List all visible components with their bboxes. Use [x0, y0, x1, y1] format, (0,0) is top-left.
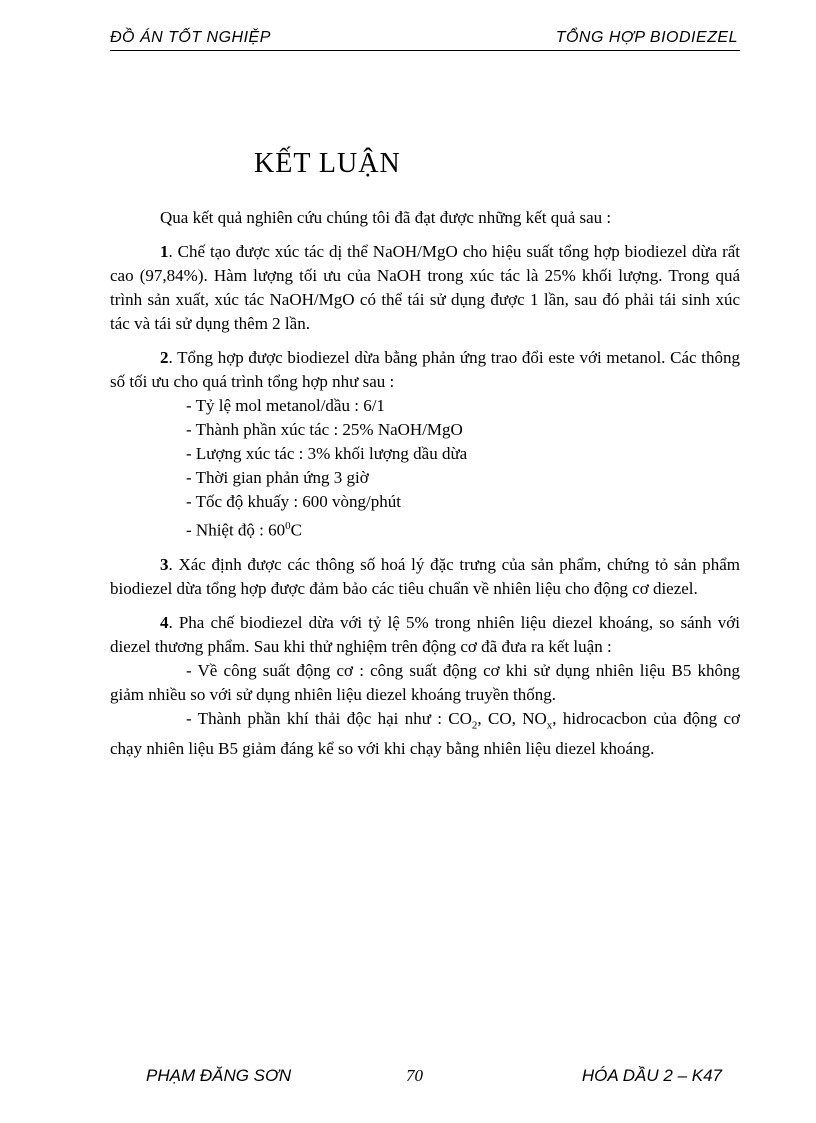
footer-class: HÓA DẦU 2 – K47	[581, 1066, 722, 1085]
list-item: - Lượng xúc tác : 3% khối lượng dầu dừa	[186, 444, 468, 463]
conclusion-item-4	[110, 611, 740, 659]
item-text: . Xác định được các thông số hoá lý đặc trưng của sản phẩm, chứng tỏ sản phẩm biodiezel dừa tổng hợp được đảm bảo các tiêu chuẩn về nhiên liệu cho động cơ diezel.	[110, 554, 740, 598]
item-text: . Pha chế biodiezel dừa với tỷ lệ 5% trong nhiên liệu diezel khoáng, so sánh với diezel thương phẩm. Sau khi thử nghiệm trên động cơ đã đưa ra kết luận :	[110, 612, 740, 656]
conclusion-body	[110, 206, 740, 761]
parameter-list	[110, 394, 740, 543]
list-item: - Tỷ lệ mol metanol/dầu : 6/1	[186, 396, 385, 415]
item-number: 3	[160, 554, 169, 574]
item-text: . Tổng hợp được biodiezel dừa bằng phản ứng trao đổi este với metanol. Các thông số tối ưu cho quá trình tổng hợp như sau :	[110, 348, 740, 391]
item-text: . Chế tạo được xúc tác dị thể NaOH/MgO cho hiệu suất tổng hợp biodiezel dừa rất cao (97,84%). Hàm lượng tối ưu của NaOH trong xúc tác là 25% khối lượng. Trong quá trình sản xuất, xúc tác NaOH/MgO có thể tái sử dụng được 1 lần, sau đó phải tái sinh xúc tác và tái sử dụng thêm 2 lần.	[110, 242, 740, 333]
list-item: - Thời gian phản ứng 3 giờ	[186, 468, 369, 487]
emissions-note: - Thành phần khí thải độc hại như : $CO_2$, CO, $NO_x$, hidrocacbon của động cơ chạy nhiên liệu B5 giảm đáng kể so với khi chạy bằng nhiên liệu diezel khoáng.	[110, 708, 740, 759]
conclusion-item-1	[110, 240, 740, 336]
footer-page-number: 70	[406, 1066, 423, 1085]
conclusion-item-2	[110, 346, 740, 394]
footer-author: PHẠM ĐĂNG SƠN	[146, 1066, 292, 1085]
item-number: 1	[160, 242, 169, 261]
header-thesis-label: ĐỒ ÁN TỐT NGHIỆP	[110, 29, 271, 46]
intro-paragraph: Qua kết quả nghiên cứu chúng tôi đã đạt được những kết quả sau :	[160, 208, 612, 227]
engine-power-note: - Về công suất động cơ : công suất động cơ khi sử dụng nhiên liệu B5 không giảm nhiều so với sử dụng nhiên liệu diezel khoáng truyền thống.	[110, 660, 740, 704]
page-title: KẾT LUẬN	[254, 148, 401, 179]
item-number: 2	[160, 348, 169, 367]
page-header	[110, 28, 740, 51]
list-item-temperature: - Nhiệt độ : $60^0C$	[186, 520, 302, 540]
page-footer	[110, 1066, 740, 1090]
header-topic-label: TỔNG HỢP BIODIEZEL	[555, 29, 738, 46]
conclusion-item-3	[110, 553, 740, 601]
list-item: - Tốc độ khuấy : 600 vòng/phút	[186, 492, 401, 511]
item-number: 4	[160, 612, 169, 632]
list-item: - Thành phần xúc tác : 25% NaOH/MgO	[186, 420, 463, 439]
